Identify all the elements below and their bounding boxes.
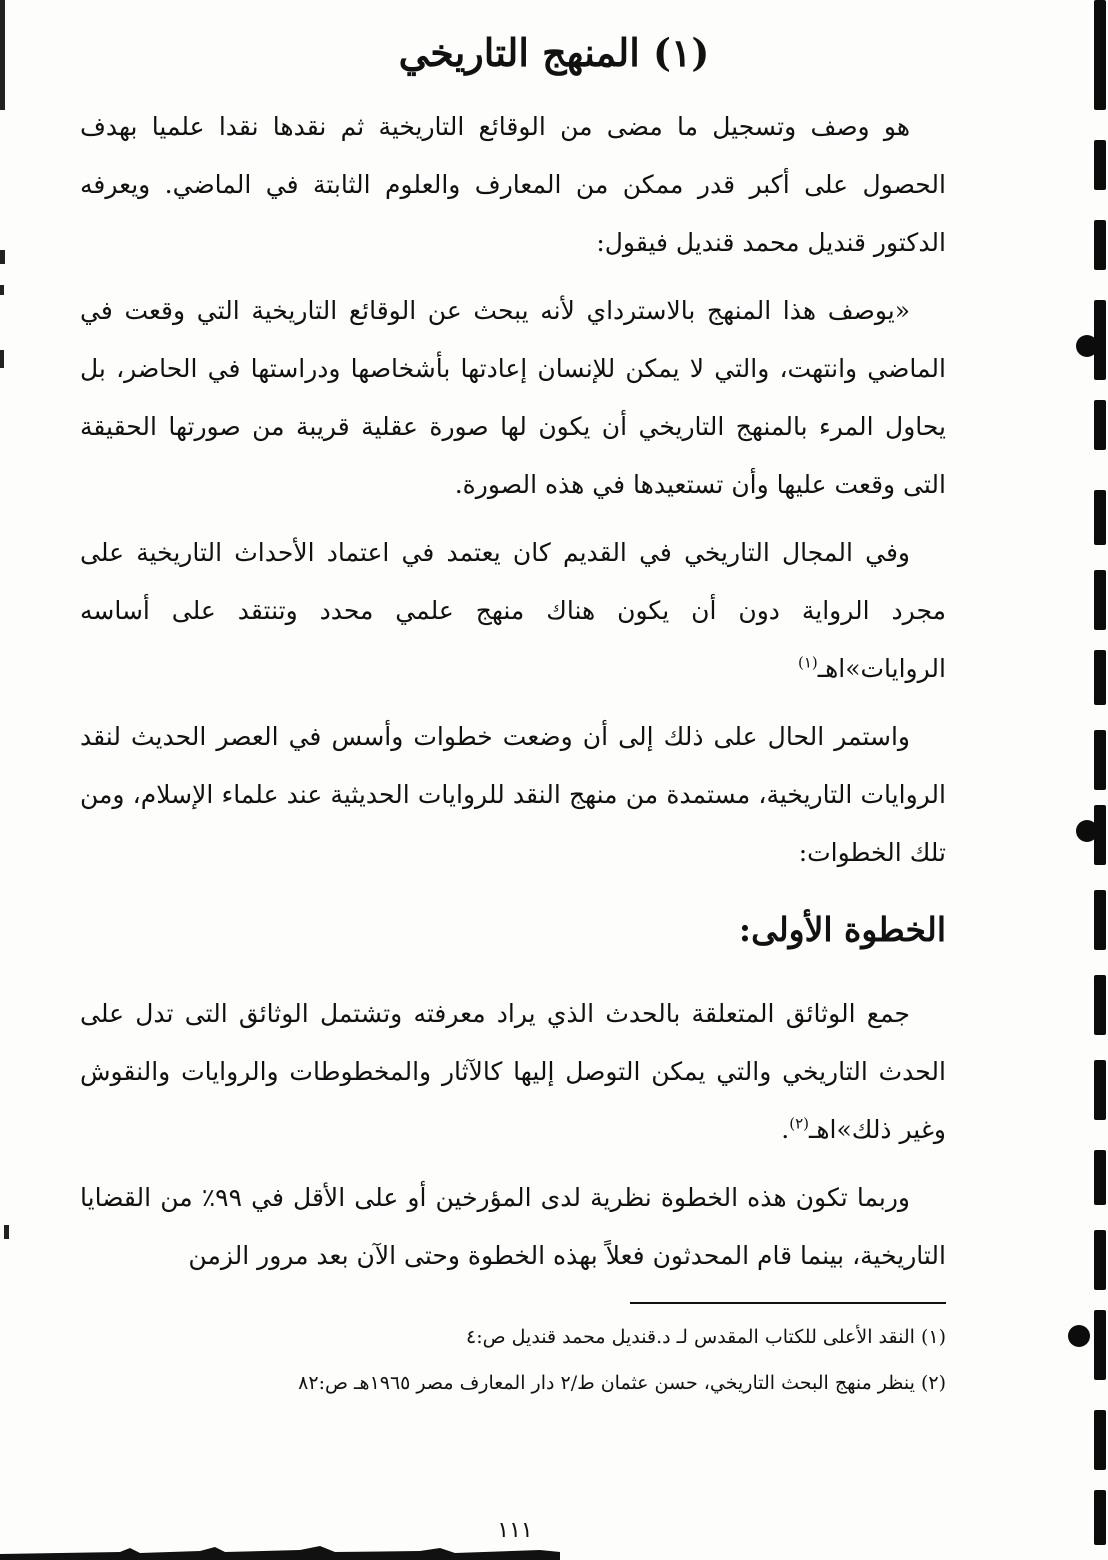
paragraph-step-one-note: وربما تكون هذه الخطوة نظرية لدى المؤرخين أو على الأقل في ٩٩٪ من القضايا التاريخية، بينما قام المحدثون فعلاً بهذه الخطوة وحتى الآن بعد مرور الزمن <box>80 1183 946 1270</box>
main-text-block <box>80 98 946 882</box>
scan-right-edge <box>1078 0 1108 1560</box>
paragraph-continuation: واستمر الحال على ذلك إلى أن وضعت خطوات وأسس في العصر الحديث لنقد الروايات التاريخية، مستمدة من منهج النقد للروايات الحديثية عند علماء الإسلام، ومن تلك الخطوات: <box>80 722 946 867</box>
paragraph-quote-part-2 <box>80 524 946 698</box>
scan-left-edge <box>0 0 12 1560</box>
footnote-1: (١) النقد الأعلى للكتاب المقدس لـ د.قنديل محمد قنديل ص:٤ <box>466 1326 946 1348</box>
paragraph-quote-part-1: «يوصف هذا المنهج بالاسترداي لأنه يبحث عن الوقائع التاريخية التي وقعت في الماضي وانتهت، والتي لا يمكن للإنسان إعادتها بأشخاصها ودراستها في الحاضر، بل يحاول المرء بالمنهج التاريخي أن يكون لها صورة عقلية قريبة من صورتها الحقيقة التى وقعت عليها وأن تستعيدها في هذه الصورة. <box>80 296 946 499</box>
second-text-block <box>80 985 946 1285</box>
footnote-2: (٢) ينظر منهج البحث التاريخي، حسن عثمان ط/٢ دار المعارف مصر ١٩٦٥هـ ص:٨٢ <box>298 1372 946 1394</box>
page-number: ١١١ <box>497 1518 533 1543</box>
footnote-ref-2: (٢) <box>789 1114 809 1133</box>
paragraph-quote-part-2-text: وفي المجال التاريخي في القديم كان يعتمد في اعتماد الأحداث التاريخية على مجرد الرواية دون أن يكون هناك منهج علمي محدد وتنتقد على أساسه الروايات»اهـ <box>80 538 946 683</box>
paragraph-step-one: جمع الوثائق المتعلقة بالحدث الذي يراد معرفته وتشتمل الوثائق التى تدل على الحدث التاريخي والتي يمكن التوصل إليها كالآثار والمخطوطات والروايات والنقوش وغير ذلك»اهـ$^{(٢)}$. <box>80 999 946 1144</box>
paragraph-step-one-text: جمع الوثائق المتعلقة بالحدث الذي يراد معرفته وتشتمل الوثائق التى تدل على الحدث التاريخي والتي يمكن التوصل إليها كالآثار والمخطوطات والروايات والنقوش وغير ذلك»اهـ <box>80 999 946 1144</box>
footnote-ref-1: (١) <box>797 653 818 672</box>
footnote-separator <box>630 1302 946 1304</box>
footnotes <box>80 1318 946 1410</box>
scan-bottom-edge <box>0 1542 560 1560</box>
paragraph-definition: هو وصف وتسجيل ما مضى من الوقائع التاريخية ثم نقدها نقدا علميا بهدف الحصول على أكبر قدر ممكن من المعارف والعلوم الثابتة في الماضي. ويعرفه الدكتور قنديل محمد قنديل فيقول: <box>80 112 946 257</box>
section-heading: الخطوة الأولى: <box>738 910 946 949</box>
page-title: (١) المنهج التاريخي <box>398 30 710 75</box>
